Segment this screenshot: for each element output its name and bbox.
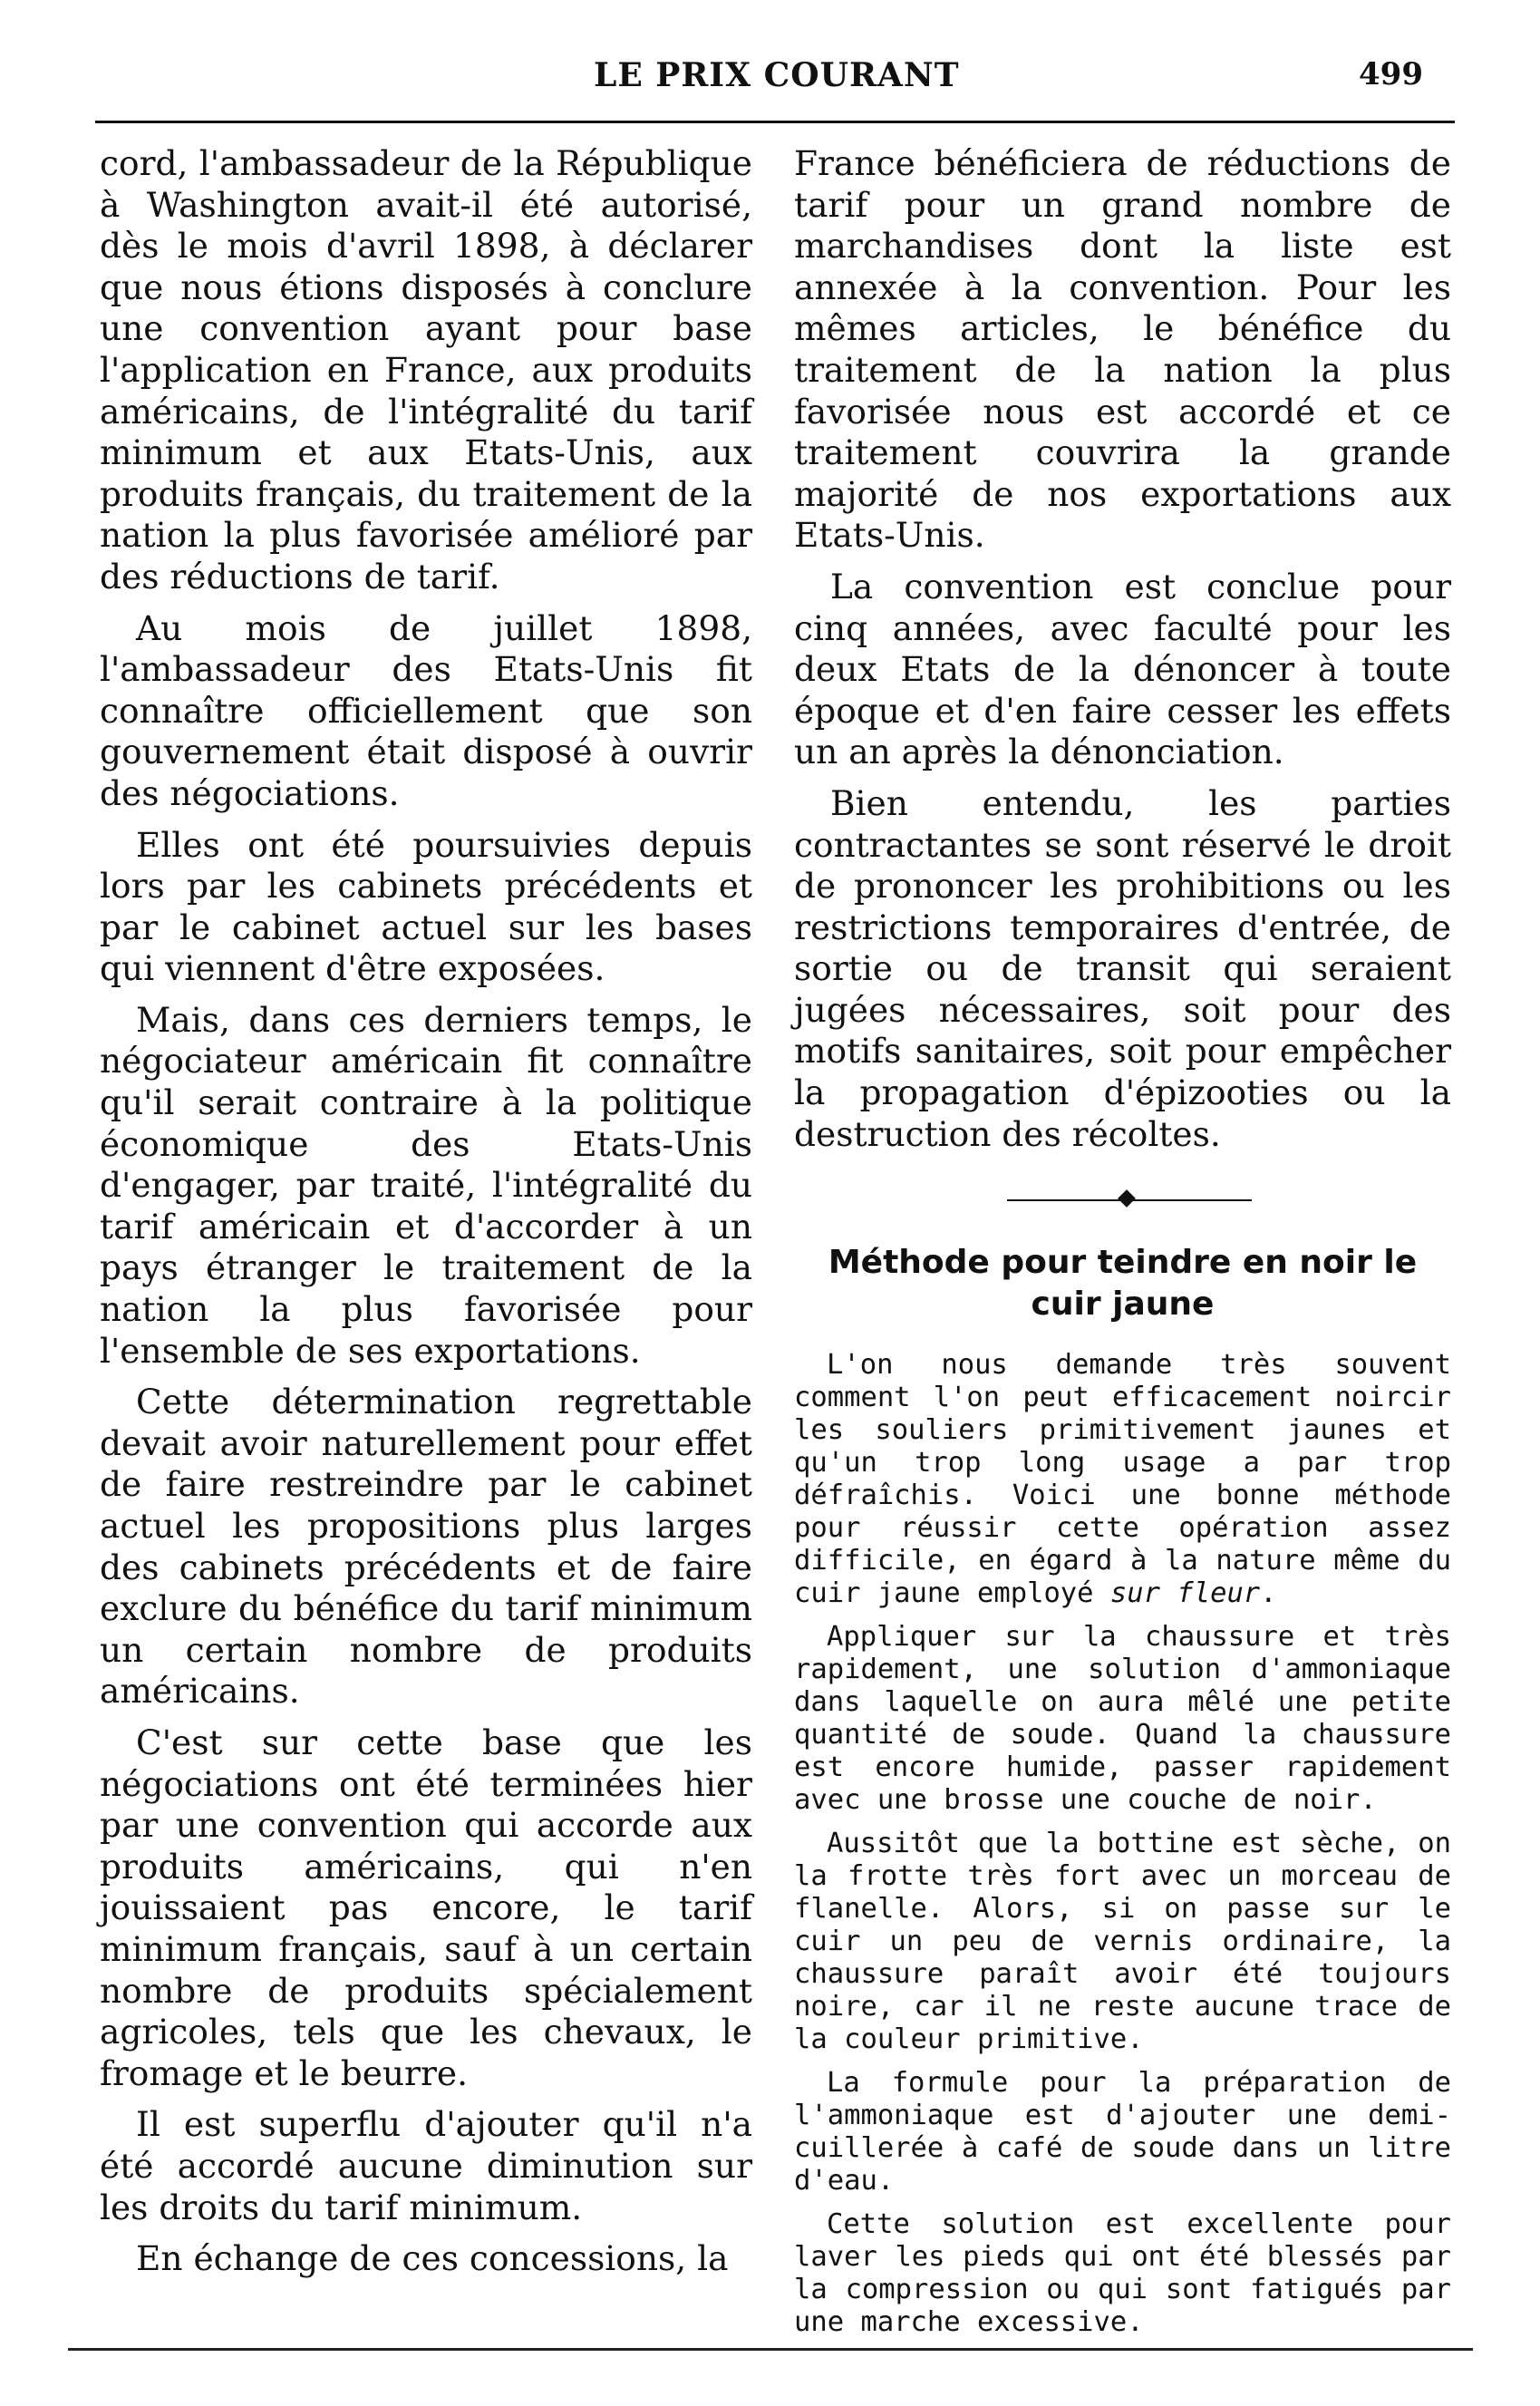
paragraph: La convention est conclue pour cinq années, avec faculté pour les deux Etats de la dénoncer à toute époque et d'en faire cesser les effets un an après la dénonciation.: [794, 566, 1451, 772]
paragraph: Bien entendu, les parties contractantes se sont réservé le droit de prononcer les prohibitions ou les restrictions temporaires d'entrée, de sortie ou de transit qui seraient jugées nécessaires, soit pour des motifs sanitaires, soit pour empêcher la propagation d'épizooties ou la destruction des récoltes.: [794, 782, 1451, 1154]
method-intro-italic: sur fleur: [1109, 1577, 1261, 1610]
paragraph: Il est superflu d'ajouter qu'il n'a été accordé aucune diminution sur les droits du tarif minimum.: [100, 2104, 752, 2227]
header-rule: [95, 121, 1455, 123]
left-column: [100, 143, 752, 2290]
right-column: [794, 143, 1451, 2350]
method-article: [794, 1349, 1451, 2339]
ornament-diamond-icon: [1118, 1189, 1136, 1208]
paragraph: Mais, dans ces derniers temps, le négociateur américain fit connaître qu'il serait contraire à la politique économique des Etats-Unis d'engager, par traité, l'intégralité du tarif américain et d'accorder à un pays étranger le traitement de la nation la plus favorisée pour l'ensemble de ses exportations.: [100, 999, 752, 1371]
method-paragraph: Appliquer sur la chaussure et très rapidement, une solution d'ammoniaque dans laquelle on aura mêlé une petite quantité de soude. Quand la chaussure est encore humide, passer rapidement avec une brosse une couche de noir.: [794, 1621, 1451, 1817]
method-paragraph: La formule pour la préparation de l'ammoniaque est d'ajouter une demi-cuillerée à café de soude dans un litre d'eau.: [794, 2067, 1451, 2197]
footer-rule: [68, 2348, 1473, 2351]
page-header: [91, 56, 1450, 102]
paragraph: En échange de ces concessions, la: [136, 2238, 729, 2279]
page-number: 499: [1359, 56, 1423, 92]
method-intro-text: L'on nous demande très souvent comment l'on peut efficacement noircir les souliers primitivement jaunes et qu'un trop long usage a par trop défraîchis. Voici une bonne méthode pour réussir cette opération assez difficile, en égard à la nature même du cuir jaune employé: [794, 1349, 1451, 1610]
paragraph: Cette détermination regrettable devait avoir naturellement pour effet de faire restreindre par le cabinet actuel les propositions plus larges des cabinets précédents et de faire exclure du bénéfice du tarif minimum un certain nombre de produits américains.: [100, 1382, 752, 1712]
section-title: Méthode pour teindre en noir le cuir jaune: [828, 1244, 1418, 1324]
method-intro-end: .: [1260, 1577, 1277, 1610]
paragraph: cord, l'ambassadeur de la République à Washington avait-il été autorisé, dès le mois d'avril 1898, à déclarer que nous étions disposés à conclure une convention ayant pour base l'application en France, aux produits américains, de l'intégralité du tarif minimum et aux Etats-Unis, aux produits français, du traitement de la nation la plus favorisée amélioré par des réductions de tarif.: [100, 143, 752, 597]
method-paragraph: Aussitôt que la bottine est sèche, on la frotte très fort avec un morceau de flanelle. Alors, si on passe sur le cuir un peu de vernis ordinaire, la chaussure paraît avoir été toujours noire, car il ne reste aucune trace de la couleur primitive.: [794, 1828, 1451, 2056]
section-ornament: [794, 1182, 1451, 1218]
paragraph: France bénéficiera de réductions de tarif pour un grand nombre de marchandises dont la liste est annexée à la convention. Pour les mêmes articles, le bénéfice du traitement de la nation la plus favorisée nous est accordé et ce traitement couvrira la grande majorité de nos exportations aux Etats-Unis.: [794, 143, 1451, 556]
journal-title: LE PRIX COURANT: [594, 56, 960, 94]
paragraph: C'est sur cette base que les négociations ont été terminées hier par une convention qui accorde aux produits américains, qui n'en jouissaient pas encore, le tarif minimum français, sauf à un certain nombre de produits spécialement agricoles, tels que les chevaux, le fromage et le beurre.: [100, 1722, 752, 2093]
method-paragraph: Cette solution est excellente pour laver les pieds qui ont été blessés par la compression ou qui sont fatigués par une marche excessive.: [794, 2208, 1451, 2339]
paragraph: Au mois de juillet 1898, l'ambassadeur des Etats-Unis fit connaître officiellement que son gouvernement était disposé à ouvrir des négociations.: [100, 607, 752, 813]
method-intro: [794, 1349, 1451, 1610]
paragraph: Elles ont été poursuivies depuis lors par les cabinets précédents et par le cabinet actuel sur les bases qui viennent d'être exposées.: [100, 824, 752, 989]
